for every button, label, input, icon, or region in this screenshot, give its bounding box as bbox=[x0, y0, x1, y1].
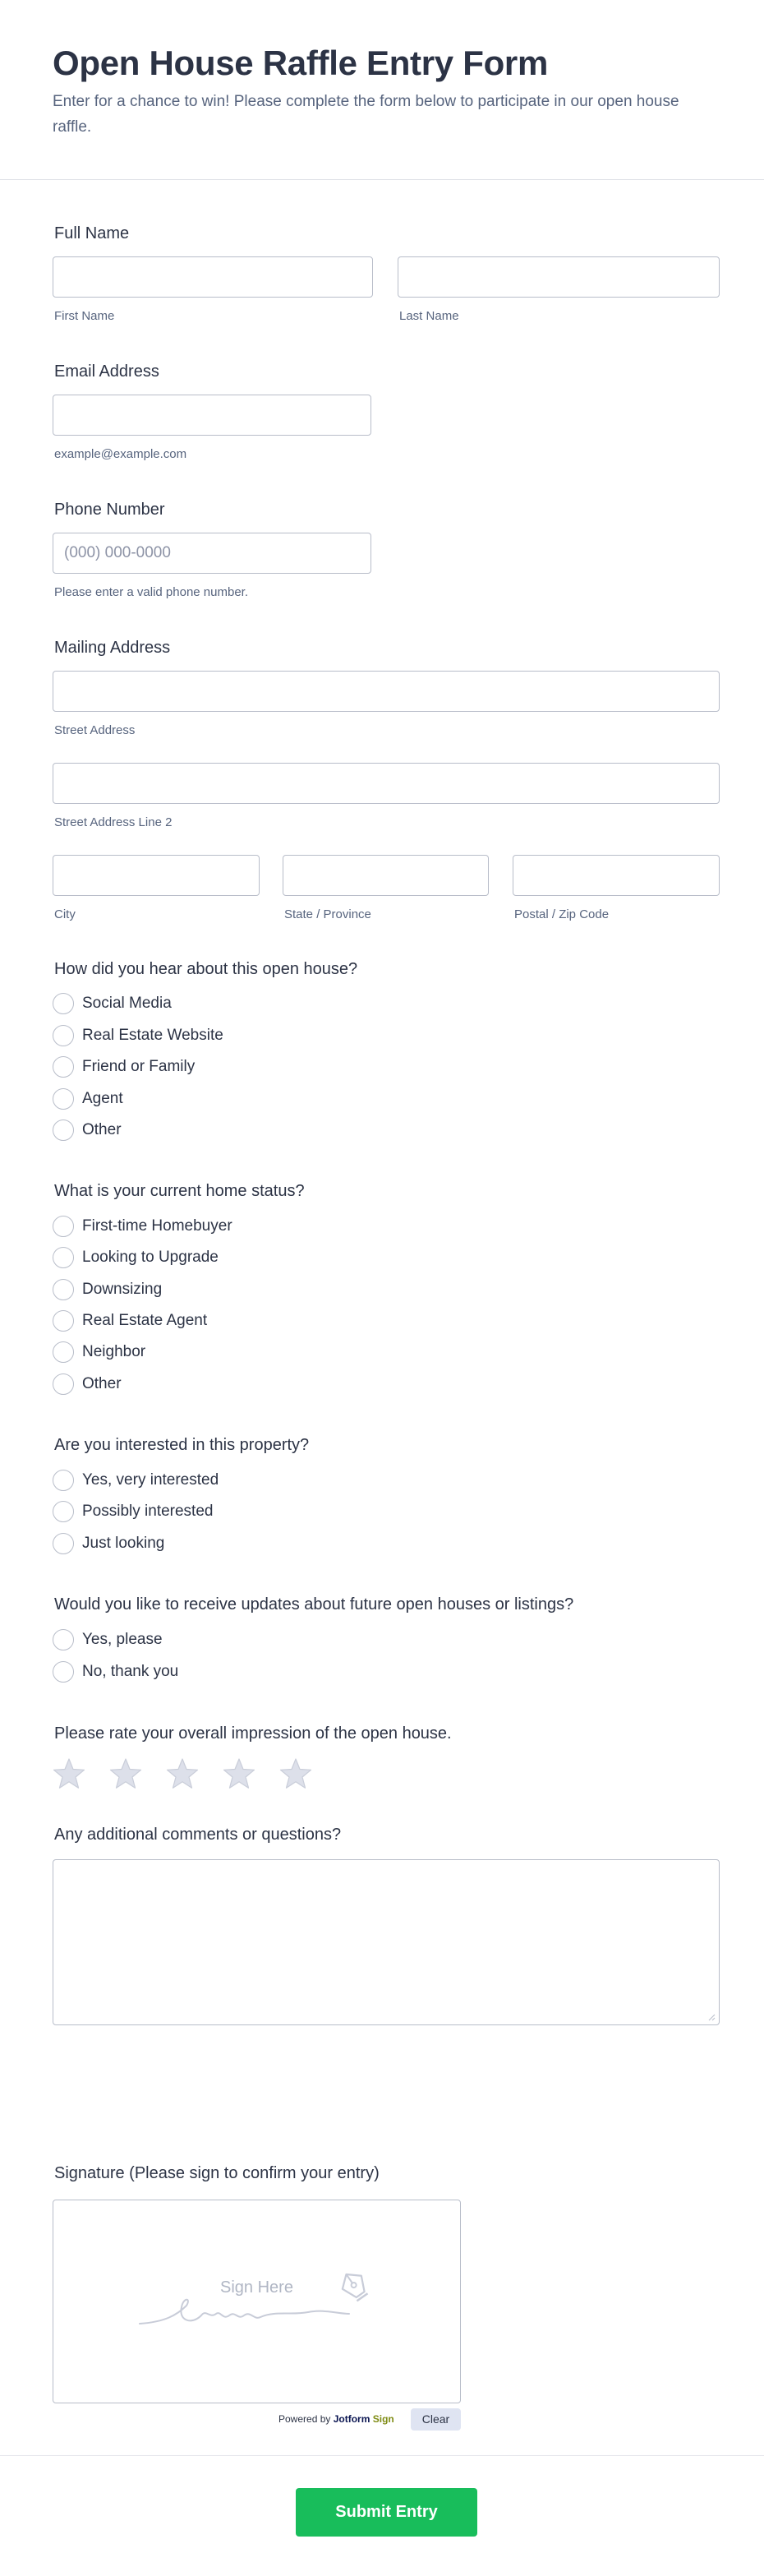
form-header bbox=[0, 0, 764, 180]
city-sublabel: City bbox=[54, 907, 76, 921]
footer-divider bbox=[0, 2455, 764, 2456]
phone-field[interactable] bbox=[53, 533, 371, 574]
home-status-option[interactable]: Other bbox=[53, 1372, 122, 1396]
first-name-field[interactable] bbox=[53, 256, 373, 298]
updates-label: Would you like to receive updates about future open houses or listings? bbox=[54, 1595, 574, 1613]
signature-scribble-icon bbox=[53, 2200, 462, 2404]
form-subtitle: Enter for a chance to win! Please complete the form below to participate in our open house raffle. bbox=[53, 93, 679, 136]
address-label: Mailing Address bbox=[54, 639, 171, 657]
state-field[interactable] bbox=[283, 855, 489, 896]
street-address-line2-sublabel: Street Address Line 2 bbox=[54, 815, 173, 829]
street-address-field[interactable] bbox=[53, 671, 720, 712]
rating-label: Please rate your overall impression of the open house. bbox=[54, 1724, 452, 1743]
radio-button[interactable] bbox=[53, 1533, 74, 1554]
updates-option[interactable]: No, thank you bbox=[53, 1660, 178, 1684]
zip-field[interactable] bbox=[513, 855, 720, 896]
home-status-option[interactable]: Neighbor bbox=[53, 1340, 145, 1364]
full-name-label: Full Name bbox=[54, 224, 130, 242]
comments-textarea[interactable] bbox=[53, 1859, 720, 2025]
radio-button[interactable] bbox=[53, 993, 74, 1014]
radio-button[interactable] bbox=[53, 1310, 74, 1332]
radio-button[interactable] bbox=[53, 1373, 74, 1395]
star-icon[interactable] bbox=[53, 1757, 85, 1790]
radio-button[interactable] bbox=[53, 1247, 74, 1268]
zip-sublabel: Postal / Zip Code bbox=[514, 907, 610, 921]
phone-sublabel: Please enter a valid phone number. bbox=[54, 585, 248, 599]
hear-about-option[interactable]: Other bbox=[53, 1118, 122, 1143]
star-icon[interactable] bbox=[166, 1757, 199, 1790]
first-name-sublabel: First Name bbox=[54, 309, 115, 323]
home-status-option[interactable]: First-time Homebuyer bbox=[53, 1214, 232, 1239]
star-icon[interactable] bbox=[109, 1757, 142, 1790]
home-status-option[interactable]: Downsizing bbox=[53, 1277, 162, 1302]
home-status-option[interactable]: Looking to Upgrade bbox=[53, 1245, 219, 1270]
clear-signature-button[interactable]: Clear bbox=[411, 2408, 461, 2431]
home-status-label: What is your current home status? bbox=[54, 1182, 305, 1200]
radio-button[interactable] bbox=[53, 1088, 74, 1110]
state-sublabel: State / Province bbox=[284, 907, 371, 921]
star-rating bbox=[53, 1757, 336, 1790]
hear-about-option[interactable]: Real Estate Website bbox=[53, 1023, 223, 1048]
radio-button[interactable] bbox=[53, 1279, 74, 1300]
city-field[interactable] bbox=[53, 855, 260, 896]
interest-label: Are you interested in this property? bbox=[54, 1436, 310, 1454]
hear-about-label: How did you hear about this open house? bbox=[54, 960, 358, 978]
street-address-line2-field[interactable] bbox=[53, 763, 720, 804]
resize-grip-icon[interactable] bbox=[707, 2013, 716, 2021]
last-name-sublabel: Last Name bbox=[399, 309, 459, 323]
radio-button[interactable] bbox=[53, 1056, 74, 1078]
radio-button[interactable] bbox=[53, 1629, 74, 1650]
radio-button[interactable] bbox=[53, 1470, 74, 1491]
radio-button[interactable] bbox=[53, 1025, 74, 1046]
home-status-option[interactable]: Real Estate Agent bbox=[53, 1309, 207, 1333]
star-icon[interactable] bbox=[223, 1757, 255, 1790]
street-address-sublabel: Street Address bbox=[54, 723, 136, 737]
hear-about-option[interactable]: Agent bbox=[53, 1087, 123, 1111]
interest-option[interactable]: Possibly interested bbox=[53, 1499, 213, 1524]
comments-label: Any additional comments or questions? bbox=[54, 1826, 342, 1844]
hear-about-option[interactable]: Social Media bbox=[53, 991, 172, 1016]
interest-option[interactable]: Just looking bbox=[53, 1531, 164, 1556]
radio-button[interactable] bbox=[53, 1119, 74, 1141]
hear-about-option[interactable]: Friend or Family bbox=[53, 1055, 195, 1079]
radio-button[interactable] bbox=[53, 1216, 74, 1237]
email-sublabel: example@example.com bbox=[54, 447, 187, 461]
form-title: Open House Raffle Entry Form bbox=[53, 44, 549, 82]
email-label: Email Address bbox=[54, 362, 159, 381]
powered-by-jotform-sign[interactable]: Powered by Jotform Sign bbox=[278, 2413, 394, 2425]
signature-pad[interactable] bbox=[53, 2200, 461, 2403]
radio-button[interactable] bbox=[53, 1341, 74, 1363]
submit-button[interactable]: Submit Entry bbox=[296, 2488, 477, 2537]
updates-option[interactable]: Yes, please bbox=[53, 1627, 163, 1652]
interest-option[interactable]: Yes, very interested bbox=[53, 1468, 219, 1493]
radio-button[interactable] bbox=[53, 1501, 74, 1522]
signature-label: Signature (Please sign to confirm your entry) bbox=[54, 2164, 380, 2182]
phone-input[interactable] bbox=[53, 533, 370, 573]
phone-label: Phone Number bbox=[54, 501, 165, 519]
sign-here-text: Sign Here bbox=[220, 2278, 293, 2297]
radio-button[interactable] bbox=[53, 1661, 74, 1683]
last-name-field[interactable] bbox=[398, 256, 720, 298]
email-field[interactable] bbox=[53, 395, 371, 436]
star-icon[interactable] bbox=[279, 1757, 312, 1790]
